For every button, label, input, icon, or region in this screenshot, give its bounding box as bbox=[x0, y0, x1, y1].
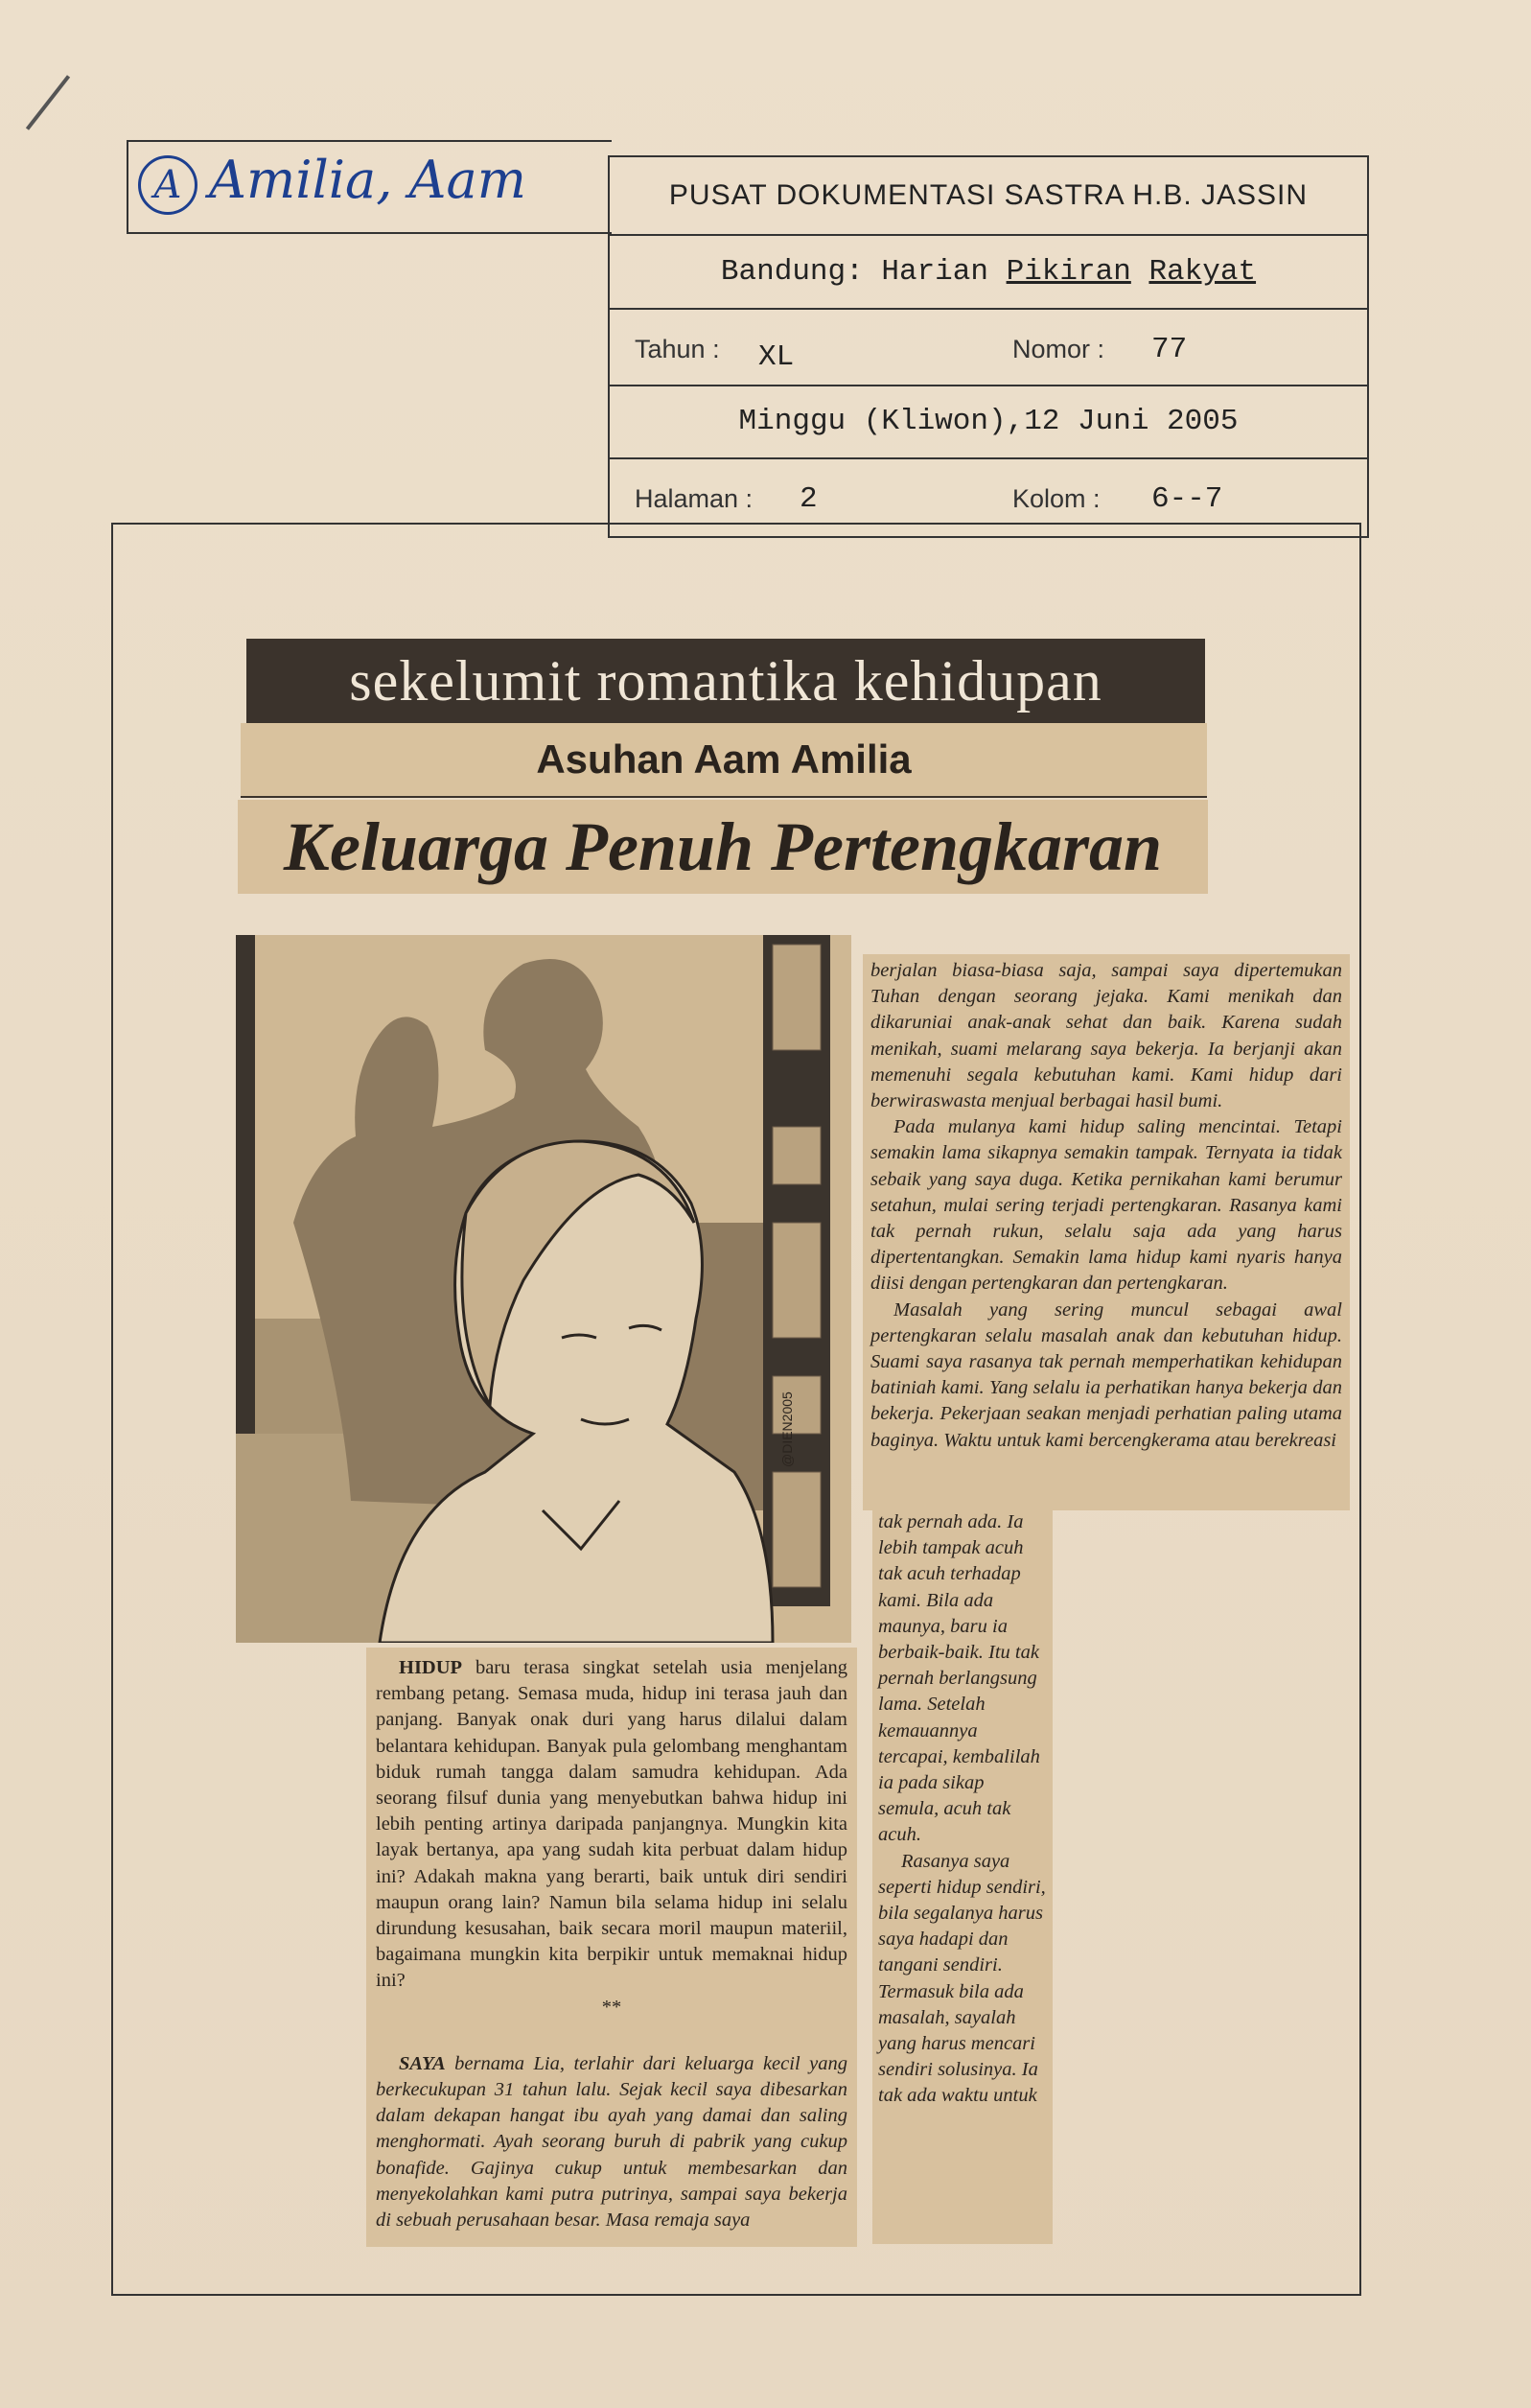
lead-paragraph bbox=[376, 1655, 847, 1995]
organization-name: PUSAT DOKUMENTASI SASTRA H.B. JASSIN bbox=[610, 157, 1367, 236]
number-label: Nomor : bbox=[1012, 335, 1105, 363]
issue-date: Minggu (Kliwon),12 Juni 2005 bbox=[610, 386, 1367, 459]
handwritten-label-box bbox=[127, 140, 612, 234]
page-label: Halaman : bbox=[635, 484, 754, 513]
article-left-column bbox=[366, 1648, 857, 2247]
pencil-mark bbox=[26, 75, 70, 130]
number-value: 77 bbox=[1151, 333, 1188, 366]
handwritten-text: Amilia, Aam bbox=[209, 150, 526, 210]
narrow-paragraph-1: tak pernah ada. Ia lebih tampak acuh tak acuh terhadap kami. Bila ada maunya, baru ia berbaik-baik. Itu tak pernah berlangsung lama. Setelah kemauannya tercapai, kembalilah ia pada sikap semula, acuh tak acuh. bbox=[878, 1511, 1040, 1846]
letter-text: bernama Lia, terlahir dari keluarga kecil yang berkecukupan 31 tahun lalu. Sejak kecil saya dibesarkan dalam dekapan hangat ibu ayah yang damai dan saling menghormati. Ayah seorang buruh di pabrik yang cukup bonafide. Gajinya cukup untuk membesarkan dan menyekolahkan kami putra putrinya, sampai saya bekerja di sebuah perusahaan besar. Masa remaja saya bbox=[376, 2052, 847, 2232]
narrow-paragraph-2: Rasanya saya seperti hidup sendiri, bila segalanya harus saya hadapi dan tangani sendiri. Termasuk bila ada masalah, sayalah yang harus mencari sendiri solusinya. Ia tak ada waktu untuk bbox=[878, 1850, 1046, 2107]
handwritten-author-name bbox=[138, 150, 526, 215]
right-paragraph-2: Pada mulanya kami hidup saling mencintai. Tetapi semakin lama sikapnya semakin tampak. Ternyata ia tidak sebaik yang saya duga. Ketika pernikahan kami berumur setahun, mulai sering terjadi pertengkaran. Rasanya kami tak pernah rukun, selalu saja ada yang harus dipertentangkan. Semakin lama hidup kami nyaris hanya diisi dengan pertengkaran dan pertengkaran. bbox=[870, 1116, 1342, 1295]
publication-name-2: Rakyat bbox=[1148, 255, 1257, 289]
section-separator: ** bbox=[601, 1996, 622, 2018]
year-number-row bbox=[610, 310, 1367, 386]
rubric-banner: sekelumit romantika kehidupan bbox=[246, 639, 1205, 725]
year-label: Tahun : bbox=[635, 335, 720, 363]
publication-name-1: Pikiran bbox=[1006, 255, 1131, 289]
year-value: XL bbox=[758, 340, 795, 374]
lead-text: baru terasa singkat setelah usia menjelang rembang petang. Semasa muda, hidup ini terasa jauh dan panjang. Banyak onak duri yang harus dilalui dalam belantara kehidupan. Banyak pula gelombang menghantam biduk rumah tangga dalam samudra kehidupan. Ada seorang filsuf dunia yang menyebutkan bahwa hidup ini lebih penting artinya daripada panjangnya. Mungkin kita layak bertanya, apa yang sudah kita perbuat dalam hidup ini? Adakah makna yang berarti, baik untuk diri sendiri maupun orang lain? Namun bila selama hidup ini selalu dirundung kesusahan, baik secara moril maupun materiil, bagaimana mungkin kita berpikir untuk memaknai hidup ini? bbox=[376, 1657, 848, 1992]
lead-word: HIDUP bbox=[399, 1657, 463, 1678]
illustration-credit: @DIEN2005 bbox=[779, 1391, 795, 1467]
article-narrow-column bbox=[872, 1506, 1053, 2244]
publication-prefix: Harian bbox=[881, 255, 988, 289]
right-paragraph-1: berjalan biasa-biasa saja, sampai saya dipertemukan Tuhan dengan seorang jejaka. Kami menikah dan dikaruniai anak-anak sehat dan baik. Karena sudah menikah, suami melarang saya bekerja. Ia berjanji akan memenuhi segala kebutuhan kami. Kami hidup dari berwiraswasta menjual berbagai hasil bumi. bbox=[870, 960, 1342, 1112]
letter-paragraph bbox=[376, 2051, 847, 2233]
article-right-column bbox=[863, 954, 1350, 1510]
article-headline: Keluarga Penuh Pertengkaran bbox=[238, 800, 1208, 894]
byline: Asuhan Aam Amilia bbox=[241, 723, 1207, 798]
column-value: 6--7 bbox=[1151, 482, 1223, 516]
publication-city: Bandung: bbox=[720, 255, 864, 289]
publication-row bbox=[610, 236, 1367, 310]
catalog-header-table bbox=[608, 155, 1369, 538]
right-paragraph-3: Masalah yang sering muncul sebagai awal pertengkaran selalu masalah anak dan kebutuhan hidup. Suami saya rasanya tak pernah memperhatikan kehidupan batiniah kami. Yang selalu ia perhatikan hanya bekerja dan bekerja. Pekerjaan seakan menjadi perhatian paling utama baginya. Waktu untuk kami bercengkerama atau berekreasi bbox=[870, 1298, 1342, 1451]
illustration-woman-silhouettes bbox=[236, 935, 851, 1643]
letter-lead-word: SAYA bbox=[399, 2052, 446, 2074]
column-label: Kolom : bbox=[1012, 484, 1101, 513]
page-value: 2 bbox=[800, 482, 818, 516]
circled-letter: A bbox=[138, 155, 197, 215]
